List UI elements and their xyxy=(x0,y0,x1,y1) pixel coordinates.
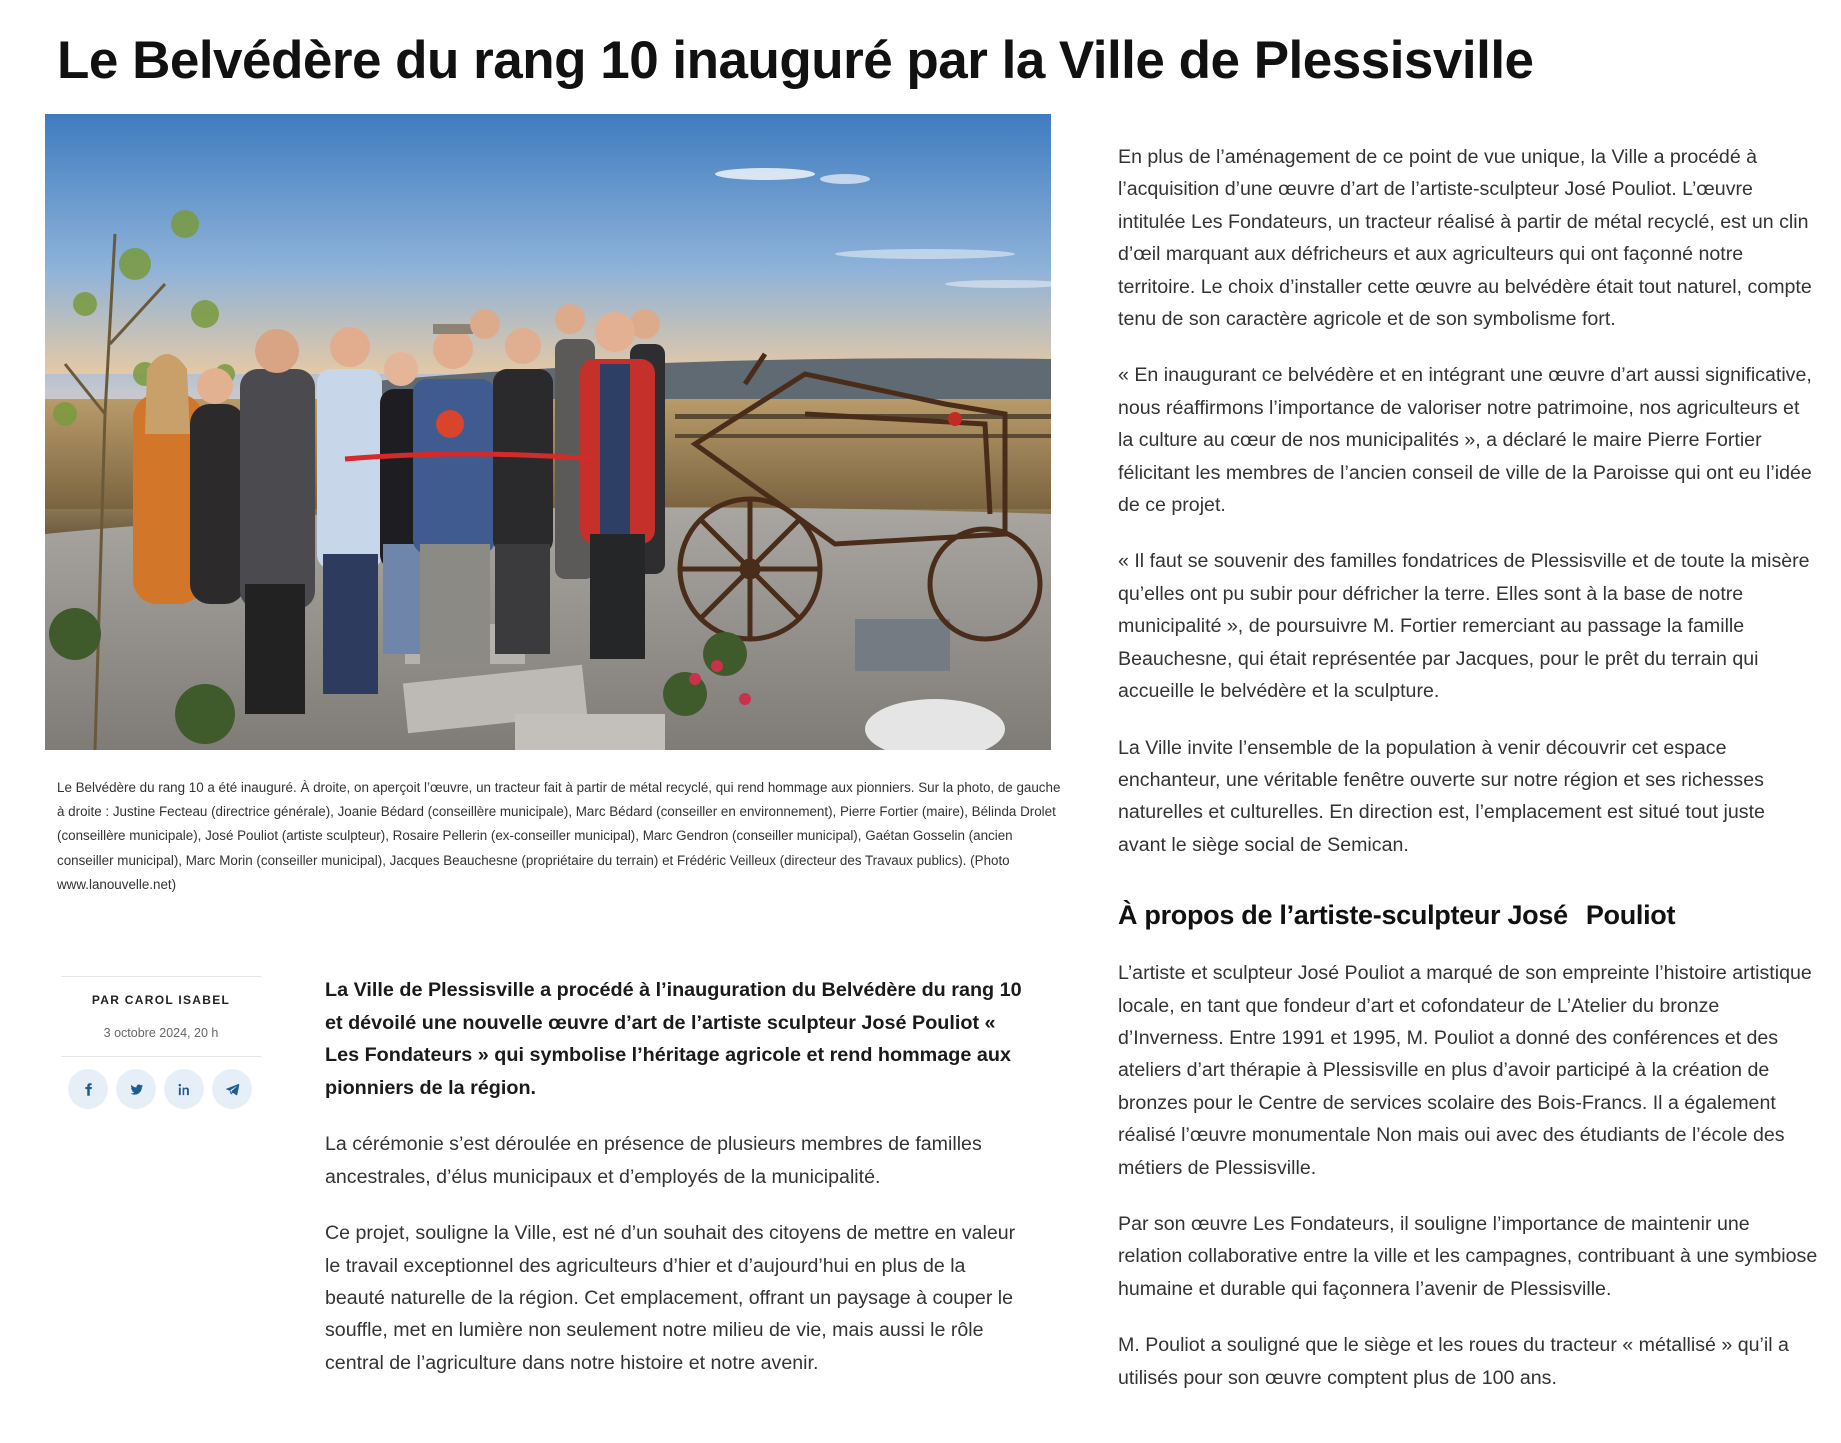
article-lead: La Ville de Plessisville a procédé à l’inauguration du Belvédère du rang 10 et dévoilé une nouvelle œuvre d’art de l’artiste sculpteur José Pouliot « Les Fondateurs » qui symbolise l’héritage agricole et rend hommage aux pionniers de la région. xyxy=(325,979,1022,1099)
artist-heading-part1: À propos de l’artiste-sculpteur José xyxy=(1118,900,1568,931)
artist-paragraph: Par son œuvre Les Fondateurs, il souligne l’importance de maintenir une relation collaborative entre la ville et les campagnes, contribuant à une symbiose humaine et durable qui façonnera l’avenir de Plessisville. xyxy=(1118,1212,1818,1300)
telegram-icon xyxy=(225,1082,240,1097)
article-photo xyxy=(45,114,1051,750)
share-facebook-button[interactable] xyxy=(68,1069,108,1109)
byline xyxy=(61,976,261,1057)
artist-section-heading xyxy=(1118,897,1818,933)
article-paragraph: « En inaugurant ce belvédère et en intégrant une œuvre d’art aussi significative, nous réaffirmons l’importance de valoriser notre patrimoine, nos agriculteurs et la culture au cœur de nos municipalités », a déclaré le maire Pierre Fortier félicitant les membres de l’ancien conseil de ville de la Paroisse qui ont eu l’idée de ce projet. xyxy=(1118,364,1812,517)
artist-paragraph: L’artiste et sculpteur José Pouliot a marqué de son empreinte l’histoire artistique locale, en tant que fondeur d’art et cofondateur de L’Atelier du bronze d’Inverness. Entre 1991 et 1995, M. Pouliot a donné des conférences et des ateliers d’art thérapie à Plessisville en plus d’avoir participé à la création de bronzes pour le Centre de services scolaire des Bois-Francs. Il a également réalisé l’œuvre monumentale Non mais oui avec des étudiants de l’école des métiers de Plessisville. xyxy=(1118,962,1812,1179)
artist-heading-part2: Pouliot xyxy=(1585,900,1676,931)
linkedin-icon xyxy=(177,1082,192,1097)
article-body-right xyxy=(1118,141,1818,1418)
article-title-part1: Le Belvédère du rang 10 inauguré par la xyxy=(57,31,1045,90)
facebook-icon xyxy=(81,1082,96,1097)
article-paragraph: En plus de l’aménagement de ce point de vue unique, la Ville a procédé à l’acquisition d’une œuvre d’art de l’artiste-sculpteur José Pouliot. L’œuvre intitulée Les Fondateurs, un tracteur réalisé à partir de métal recyclé, est un clin d’œil marquant aux défricheurs et aux agriculteurs qui ont façonné notre territoire. Le choix d’installer cette œuvre au belvédère était tout naturel, compte tenu de son caractère agricole et de son symbolisme fort. xyxy=(1118,146,1812,331)
share-twitter-button[interactable] xyxy=(116,1069,156,1109)
author-name[interactable]: PAR CAROL ISABEL xyxy=(91,993,231,1007)
article-paragraph: Ce projet, souligne la Ville, est né d’un souhait des citoyens de mettre en valeur le travail exceptionnel des agriculteurs d’hier et d’aujourd’hui en plus de la beauté naturelle de la région. Cet emplacement, offrant un paysage à couper le souffle, met en lumière non seulement notre milieu de vie, mais aussi le rôle central de l’agriculture dans notre histoire et notre avenir. xyxy=(325,1222,1016,1374)
share-telegram-button[interactable] xyxy=(212,1069,252,1109)
share-linkedin-button[interactable] xyxy=(164,1069,204,1109)
photo-caption: Le Belvédère du rang 10 a été inauguré. À droite, on aperçoit l’œuvre, un tracteur fait à partir de métal recyclé, qui rend hommage aux pionniers. Sur la photo, de gauche à droite : Justine Fecteau (directrice générale), Joanie Bédard (conseillère municipale), Marc Bédard (conseiller en environnement), Pierre Fortier (maire), Bélinda Drolet (conseillère municipale), José Pouliot (artiste sculpteur), Rosaire Pellerin (ex-conseiller municipal), Marc Gendron (conseiller municipal), Gaétan Gosselin (ancien conseiller municipal), Marc Morin (conseiller municipal), Jacques Beauchesne (propriétaire du terrain) et Frédéric Veilleux (directeur des Travaux publics). (Photo www.lanouvelle.net) xyxy=(57,780,1061,892)
article-paragraph: « Il faut se souvenir des familles fondatrices de Plessisville et de toute la misère qu’elles ont pu subir pour défricher la terre. Elles sont à la base de notre municipalité », de poursuivre M. Fortier remerciant au passage la famille Beauchesne, qui était représentée par Jacques, pour le prêt du terrain qui accueille le belvédère et la sculpture. xyxy=(1118,550,1810,703)
article-paragraph: La cérémonie s’est déroulée en présence de plusieurs membres de familles ancestrales, d’élus municipaux et d’employés de la municipalité. xyxy=(325,1133,982,1188)
article-title xyxy=(57,26,1817,96)
article-body-left xyxy=(325,974,1025,1379)
artist-paragraph: M. Pouliot a souligné que le siège et les roues du tracteur « métallisé » qu’il a utilisés pour son œuvre comptent plus de 100 ans. xyxy=(1118,1334,1789,1389)
share-buttons xyxy=(68,1069,252,1109)
article-paragraph: La Ville invite l’ensemble de la population à venir découvrir cet espace enchanteur, une véritable fenêtre ouverte sur notre région et ses richesses naturelles et culturelles. En direction est, l’emplacement est situé tout juste avant le siège social de Semican. xyxy=(1118,736,1765,856)
publish-date: 3 octobre 2024, 20 h xyxy=(103,1026,219,1040)
twitter-icon xyxy=(129,1082,144,1097)
article-title-part2: Ville de Plessisville xyxy=(1058,31,1534,90)
